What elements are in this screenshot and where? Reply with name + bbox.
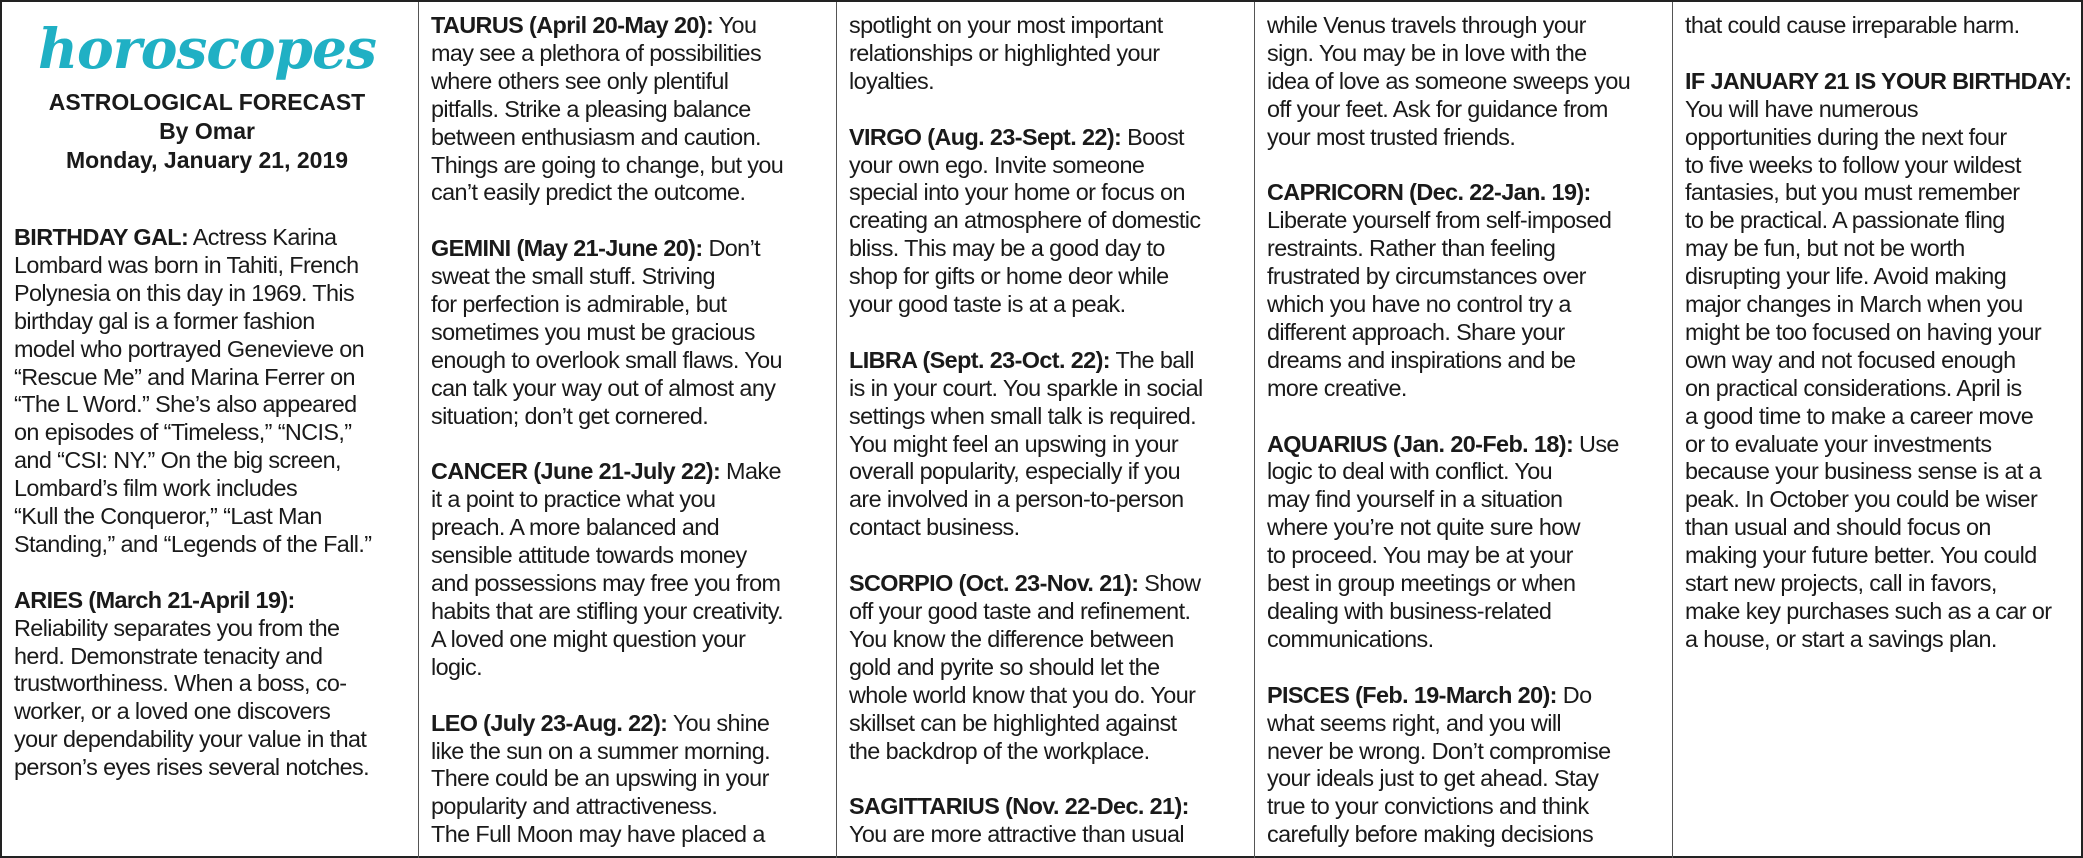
column-4-text (1267, 12, 1667, 858)
section-body: You shine like the sun on a summer morning. There could be an upswing in your popularity and attractiveness. The Full Moon may have placed a (431, 709, 771, 848)
horoscope-section (431, 710, 831, 850)
column-4 (1254, 2, 1672, 858)
section-body: Make it a point to practice what you preach. A more balanced and sensible attitude towards money and possessions may free you from habits that are stifling your creativity. A loved one might question your logic. (431, 458, 783, 680)
column-2 (418, 2, 836, 858)
section-body: Boost your own ego. Invite someone special into your home or focus on creating an atmosphere of domestic bliss. This may be a good day to shop for gifts or home deor while your good taste is at a peak. (849, 123, 1201, 318)
section-body: Reliability separates you from the herd. Demonstrate tenacity and trustworthiness. When a boss, co- worker, or a loved one discovers your dependability your value in that person’s eyes rises several notches. (14, 614, 370, 781)
column-2-text (431, 12, 831, 858)
section-body: Do what seems right, and you will never be wrong. Don’t compromise your ideals just to get ahead. Stay true to your convictions and think carefully before making decisions (1267, 681, 1611, 848)
horoscope-section (849, 347, 1249, 542)
section-heading: CANCER (June 21-July 22): (431, 458, 721, 485)
column-1 (2, 2, 418, 858)
section-body: You are more attractive than usual (849, 821, 1185, 848)
section-body: Use logic to deal with conflict. You may find yourself in a situation where you’re not quite sure how to proceed. You may be at your best in group meetings or when dealing with business-related communications. (1267, 430, 1619, 652)
section-heading: AQUARIUS (Jan. 20-Feb. 18): (1267, 430, 1574, 457)
publication-date: Monday, January 21, 2019 (65, 147, 349, 173)
section-body: Show off your good taste and refinement. You know the difference between gold and pyrite so should let the whole world know that you do. Your skillset can be highlighted against the backdrop of the workplace. (849, 570, 1201, 764)
section-heading: ARIES (March 21-April 19): (14, 586, 295, 613)
horoscope-section (431, 458, 831, 681)
byline: By Omar (159, 118, 255, 144)
column-3-text (849, 12, 1249, 858)
section-heading: SCORPIO (Oct. 23-Nov. 21): (849, 570, 1139, 597)
horoscope-section (849, 570, 1249, 765)
column-3 (836, 2, 1254, 858)
section-heading: PISCES (Feb. 19-March 20): (1267, 681, 1557, 708)
horoscope-section (849, 793, 1249, 849)
column-1-text (14, 224, 414, 810)
column-5 (1672, 2, 2083, 858)
section-heading: TAURUS (April 20-May 20): (431, 12, 714, 38)
masthead (22, 2, 392, 175)
section-body: spotlight on your most important relationships or highlighted your loyalties. (849, 12, 1163, 94)
section-body: You may see a plethora of possibilities where others see only plentiful pitfalls. Strike a pleasing balance between enthusiasm and caution. Things are going to change, but you can’t easily predict the outcome. (431, 12, 784, 206)
section-body: You will have numerous opportunities during the next four to five weeks to follow your wildest fantasies, but you must remember to be practical. A passionate fling may be fun, but not be worth disrupting your life. Avoid making major changes in March when you might be too focused on having your own way and not focused enough on practical considerations. April is a good time to make a career move or to evaluate your investments because your business sense is at a peak. In October you could be wiser than usual and should focus on making your future better. You could start new projects, call in favors, make key purchases such as a car or a house, or start a savings plan. (1685, 95, 2052, 652)
section-heading: CAPRICORN (Dec. 22-Jan. 19): (1267, 179, 1591, 206)
horoscope-section (14, 587, 414, 782)
horoscope-section (849, 124, 1249, 319)
horoscope-section (1267, 431, 1667, 654)
horoscope-section (1267, 682, 1667, 849)
section-heading: GEMINI (May 21-June 20): (431, 235, 703, 262)
column-5-text (1685, 12, 2080, 682)
section-body: Liberate yourself from self-imposed restraints. Rather than feeling frustrated by circumstances over which you have no control try a different approach. Share your dreams and inspirations and be more creative. (1267, 207, 1612, 401)
section-heading: LIBRA (Sept. 23-Oct. 22): (849, 346, 1110, 373)
section-heading: IF JANUARY 21 IS YOUR BIRTHDAY: (1685, 67, 2072, 94)
section-heading: LEO (July 23-Aug. 22): (431, 709, 668, 736)
horoscopes-logo: horoscopes (38, 16, 376, 81)
horoscope-section (1685, 12, 2080, 40)
horoscope-section (14, 224, 414, 559)
horoscope-section (1267, 179, 1667, 402)
section-body: Actress Karina Lombard was born in Tahiti, French Polynesia on this day in 1969. This birthday gal is a former fashion model who portrayed Genevieve on “Rescue Me” and Marina Ferrer on “The L Word.” She’s also appeared on episodes of “Timeless,” “NCIS,” and “CSI: NY.” On the big screen, Lombard’s film work includes “Kull the Conqueror,” “Last Man Standing,” and “Legends of the Fall.” (14, 224, 372, 557)
horoscope-section (431, 235, 831, 430)
horoscope-section (1267, 12, 1667, 152)
horoscope-section (849, 12, 1249, 96)
section-body: while Venus travels through your sign. You may be in love with the idea of love as someone sweeps you off your feet. Ask for guidance from your most trusted friends. (1267, 12, 1631, 150)
section-body: that could cause irreparable harm. (1685, 12, 2020, 38)
section-body: Don’t sweat the small stuff. Striving for perfection is admirable, but sometimes you must be gracious enough to overlook small flaws. You can talk your way out of almost any situation; don’t get cornered. (431, 235, 782, 429)
section-heading: BIRTHDAY GAL: (14, 224, 189, 250)
section-heading: VIRGO (Aug. 23-Sept. 22): (849, 123, 1122, 150)
subtitle: ASTROLOGICAL FORECAST (48, 89, 366, 115)
horoscope-section (1685, 68, 2080, 654)
section-body: The ball is in your court. You sparkle in social settings when small talk is required. You might feel an upswing in your overall popularity, especially if you are involved in a person-to-person contact business. (849, 346, 1203, 541)
horoscope-section (431, 12, 831, 207)
section-heading: SAGITTARIUS (Nov. 22-Dec. 21): (849, 793, 1189, 820)
